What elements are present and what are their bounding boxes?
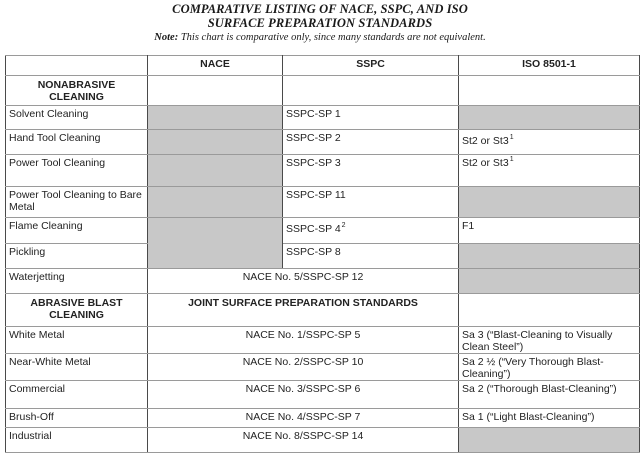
method-cell: Pickling xyxy=(6,244,148,269)
section-label-abrasive: ABRASIVE BLAST CLEANING xyxy=(6,294,148,327)
method-cell: Power Tool Cleaning to Bare Metal xyxy=(6,187,148,218)
note-text: This chart is comparative only, since many standards are not equivalent. xyxy=(178,32,486,43)
note-label: Note: xyxy=(154,32,179,43)
empty-cell xyxy=(459,76,640,106)
table-row xyxy=(6,130,640,155)
method-cell: Brush-Off xyxy=(6,409,148,428)
standards-comparison-table xyxy=(5,55,640,453)
joint-standard-cell: NACE No. 1/SSPC-SP 5 xyxy=(148,327,459,354)
nace-cell-shaded xyxy=(148,106,283,130)
section-label-nonabrasive: NONABRASIVE CLEANING xyxy=(6,76,148,106)
footnote-marker: 1 xyxy=(509,134,514,141)
table-row xyxy=(6,354,640,381)
sspc-cell: SSPC-SP 1 xyxy=(283,106,459,130)
iso-cell-shaded xyxy=(459,428,640,453)
nace-cell-shaded xyxy=(148,155,283,187)
table-row xyxy=(6,428,640,453)
table-row xyxy=(6,218,640,244)
table-row xyxy=(6,269,640,294)
sspc-cell: SSPC-SP 3 xyxy=(283,155,459,187)
iso-cell: Sa 1 (“Light Blast-Cleaning”) xyxy=(459,409,640,428)
header-method xyxy=(6,56,148,76)
empty-cell xyxy=(283,76,459,106)
joint-standard-cell: NACE No. 4/SSPC-SP 7 xyxy=(148,409,459,428)
sspc-value: SSPC-SP 4 xyxy=(286,223,341,235)
iso-cell: F1 xyxy=(459,218,640,244)
header-sspc: SSPC xyxy=(283,56,459,76)
iso-cell: Sa 2 ½ (“Very Thorough Blast-Cleaning”) xyxy=(459,354,640,381)
table-row xyxy=(6,155,640,187)
iso-cell: Sa 3 (“Blast-Cleaning to Visually Clean Steel”) xyxy=(459,327,640,354)
document-title-block xyxy=(0,0,640,44)
table-row xyxy=(6,106,640,130)
title-line-1: COMPARATIVE LISTING OF NACE, SSPC, AND ISO xyxy=(172,2,468,16)
header-nace: NACE xyxy=(148,56,283,76)
sspc-cell: SSPC-SP 2 xyxy=(283,130,459,155)
nace-cell-shaded-merged xyxy=(148,218,283,269)
joint-standard-cell: NACE No. 5/SSPC-SP 12 xyxy=(148,269,459,294)
iso-cell xyxy=(459,155,640,187)
sspc-cell xyxy=(283,218,459,244)
note-line xyxy=(0,31,640,44)
method-cell: Commercial xyxy=(6,381,148,409)
method-cell: Solvent Cleaning xyxy=(6,106,148,130)
table-row xyxy=(6,327,640,354)
method-cell: White Metal xyxy=(6,327,148,354)
header-iso: ISO 8501-1 xyxy=(459,56,640,76)
iso-cell-shaded xyxy=(459,244,640,269)
sspc-cell: SSPC-SP 8 xyxy=(283,244,459,269)
iso-cell-shaded xyxy=(459,106,640,130)
iso-cell: Sa 2 (“Thorough Blast-Cleaning”) xyxy=(459,381,640,409)
method-cell: Waterjetting xyxy=(6,269,148,294)
title-line-2: SURFACE PREPARATION STANDARDS xyxy=(207,16,433,30)
section-row-abrasive xyxy=(6,294,640,327)
section-row-nonabrasive xyxy=(6,76,640,106)
iso-value: St2 or St3 xyxy=(462,135,509,147)
footnote-marker: 2 xyxy=(341,222,346,229)
nace-cell-shaded xyxy=(148,187,283,218)
iso-cell xyxy=(459,130,640,155)
joint-standards-header: JOINT SURFACE PREPARATION STANDARDS xyxy=(148,294,459,327)
joint-standard-cell: NACE No. 3/SSPC-SP 6 xyxy=(148,381,459,409)
header-row xyxy=(6,56,640,76)
empty-cell xyxy=(459,294,640,327)
joint-standard-cell: NACE No. 8/SSPC-SP 14 xyxy=(148,428,459,453)
empty-cell xyxy=(148,76,283,106)
table-row xyxy=(6,409,640,428)
nace-cell-shaded xyxy=(148,130,283,155)
method-cell: Near-White Metal xyxy=(6,354,148,381)
table-row xyxy=(6,381,640,409)
method-cell: Power Tool Cleaning xyxy=(6,155,148,187)
method-cell: Flame Cleaning xyxy=(6,218,148,244)
joint-standard-cell: NACE No. 2/SSPC-SP 10 xyxy=(148,354,459,381)
table-row xyxy=(6,244,640,269)
iso-cell-shaded xyxy=(459,187,640,218)
footnote-marker: 1 xyxy=(509,156,514,163)
table-row xyxy=(6,187,640,218)
method-cell: Industrial xyxy=(6,428,148,453)
method-cell: Hand Tool Cleaning xyxy=(6,130,148,155)
sspc-cell: SSPC-SP 11 xyxy=(283,187,459,218)
iso-cell-shaded xyxy=(459,269,640,294)
iso-value: St2 or St3 xyxy=(462,157,509,169)
